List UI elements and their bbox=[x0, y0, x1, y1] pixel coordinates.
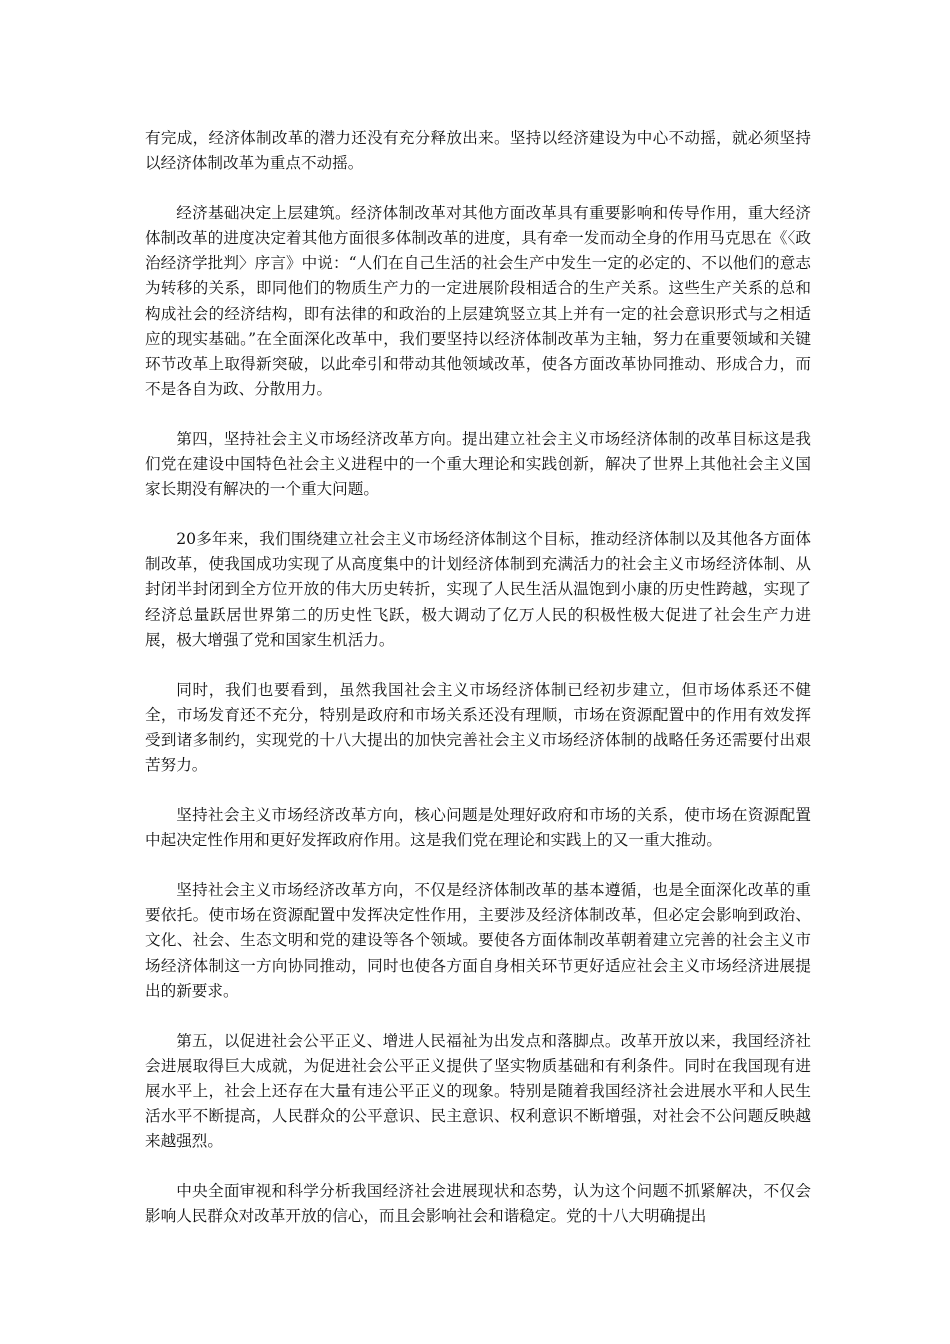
paragraph-6: 坚持社会主义市场经济改革方向，核心问题是处理好政府和市场的关系，使市场在资源配置中起决定性作用和更好发挥政府作用。这是我们党在理论和实践上的又一重大推动。 bbox=[145, 806, 811, 850]
document-body bbox=[145, 126, 811, 1254]
paragraph-5: 同时，我们也要看到，虽然我国社会主义市场经济体制已经初步建立，但市场体系还不健全，市场发育还不充分，特别是政府和市场关系还没有理顺，市场在资源配置中的作用有效发挥受到诸多制约，实现党的十八大提出的加快完善社会主义市场经济体制的战略任务还需要付出艰苦努力。 bbox=[145, 680, 811, 774]
paragraph-9: 中央全面审视和科学分析我国经济社会进展现状和态势，认为这个问题不抓紧解决，不仅会影响人民群众对改革开放的信心，而且会影响社会和谐稳定。党的十八大明确提出 bbox=[145, 1182, 811, 1226]
paragraph-3: 第四，坚持社会主义市场经济改革方向。提出建立社会主义市场经济体制的改革目标这是我们党在建设中国特色社会主义进程中的一个重大理论和实践创新，解决了世界上其他社会主义国家长期没有解决的一个重大问题。 bbox=[145, 429, 811, 499]
paragraph-7: 坚持社会主义市场经济改革方向，不仅是经济体制改革的基本遵循，也是全面深化改革的重要依托。使市场在资源配置中发挥决定性作用，主要涉及经济体制改革，但必定会影响到政治、文化、社会、生态文明和党的建设等各个领域。要使各方面体制改革朝着建立完善的社会主义市场经济体制这一方向协同推动，同时也使各方面自身相关环节更好适应社会主义市场经济进展提出的新要求。 bbox=[145, 881, 811, 1000]
paragraph-1: 有完成，经济体制改革的潜力还没有充分释放出来。坚持以经济建设为中心不动摇，就必须坚持以经济体制改革为重点不动摇。 bbox=[145, 129, 811, 173]
paragraph-2: 经济基础决定上层建筑。经济体制改革对其他方面改革具有重要影响和传导作用，重大经济体制改革的进度决定着其他方面很多体制改革的进度，具有牵一发而动全身的作用马克思在《〈政治经济学批判〉序言》中说：“人们在自己生活的社会生产中发生一定的必定的、不以他们的意志为转移的关系，即同他们的物质生产力的一定进展阶段相适合的生产关系。这些生产关系的总和构成社会的经济结构，即有法律的和政治的上层建筑竖立其上并有一定的社会意识形式与之相适应的现实基础。”在全面深化改革中，我们要坚持以经济体制改革为主轴，努力在重要领域和关键环节改革上取得新突破，以此牵引和带动其他领域改革，使各方面改革协同推动、形成合力，而不是各自为政、分散用力。 bbox=[145, 204, 811, 398]
paragraph-4: 20多年来，我们围绕建立社会主义市场经济体制这个目标，推动经济体制以及其他各方面体制改革，使我国成功实现了从高度集中的计划经济体制到充满活力的社会主义市场经济体制、从封闭半封闭到全方位开放的伟大历史转折，实现了人民生活从温饱到小康的历史性跨越，实现了经济总量跃居世界第二的历史性飞跃，极大调动了亿万人民的积极性极大促进了社会生产力进展，极大增强了党和国家生机活力。 bbox=[145, 530, 811, 649]
paragraph-8: 第五，以促进社会公平正义、增进人民福祉为出发点和落脚点。改革开放以来，我国经济社会进展取得巨大成就，为促进社会公平正义提供了坚实物质基础和有利条件。同时在我国现有进展水平上，社会上还存在大量有违公平正义的现象。特别是随着我国经济社会进展水平和人民生活水平不断提高，人民群众的公平意识、民主意识、权利意识不断增强，对社会不公问题反映越来越强烈。 bbox=[145, 1031, 811, 1151]
